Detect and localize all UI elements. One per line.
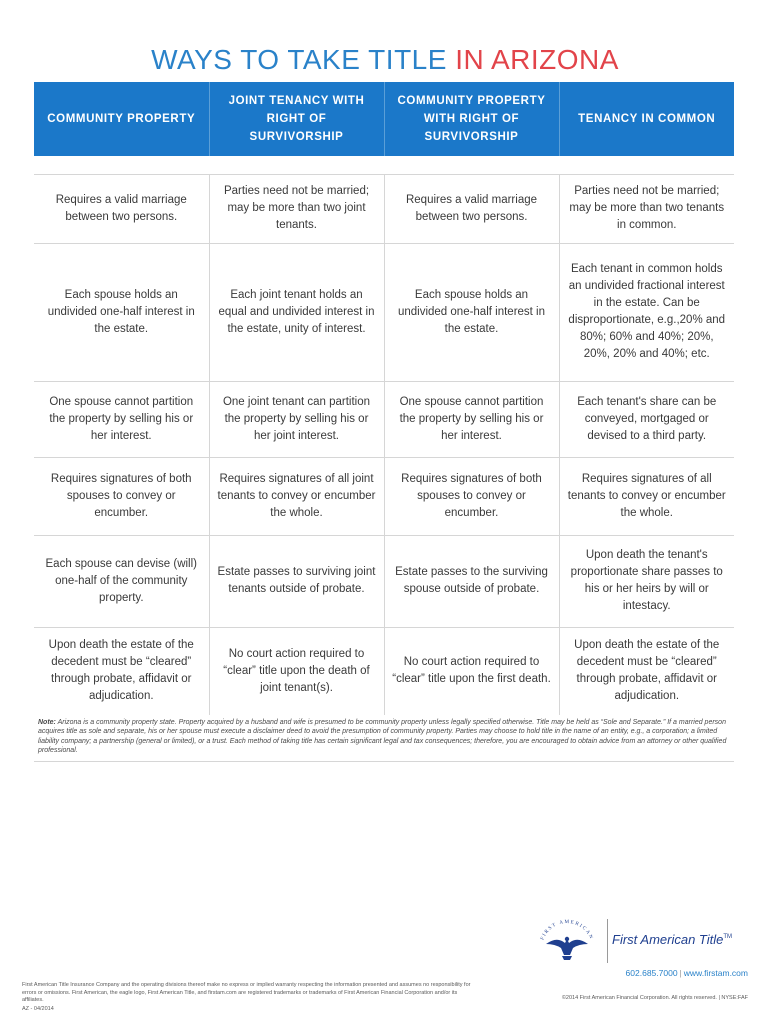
table-cell: Each tenant in common holds an undivided fractional interest in the estate. Can be disproportionate, e.g.,20% and 80%; 60% and 40%; 20%, 20%, 20% and 40%; etc. <box>559 243 734 381</box>
table-row <box>34 243 734 381</box>
title-part-red: IN ARIZONA <box>455 44 619 75</box>
website-link[interactable]: www.firstam.com <box>683 968 748 978</box>
table-row <box>34 174 734 243</box>
contact-line <box>626 968 748 978</box>
table-row <box>34 627 734 715</box>
table-cell: Parties need not be married; may be more than two joint tenants. <box>209 174 384 243</box>
copyright: ©2014 First American Financial Corporation. All rights reserved. | NYSE:FAF <box>561 995 748 1001</box>
phone-number: 602.685.7000 <box>625 968 678 978</box>
table-cell: Each spouse holds an undivided one-half interest in the estate. <box>34 243 209 381</box>
header-spacer <box>34 156 734 174</box>
brand-name <box>612 932 732 947</box>
note-text: Arizona is a community property state. Property acquired by a husband and wife is presumed to be community property unless legally specified otherwise. Title may be held as “Sole and Separate.” If a married person acquires title as sole and separate, his or her spouse must execute a disclaimer deed to avoid the presumption of community property. Parties may choose to hold title in the name of an entity, e.g., a corporation; a limited liability company; a partnership (general or limited), or a trust. Each method of taking title has certain significant legal and tax consequences; therefore, you are encouraged to obtain advice from an attorney or other qualified professional. <box>38 719 727 755</box>
divider <box>34 761 734 762</box>
table-cell: One spouse cannot partition the property by selling his or her interest. <box>34 381 209 457</box>
table-cell: Each spouse can devise (will) one-half of the community property. <box>34 535 209 627</box>
table-cell: Parties need not be married; may be more than two tenants in common. <box>559 174 734 243</box>
table-cell: One spouse cannot partition the property by selling his or her interest. <box>384 381 559 457</box>
table-cell: No court action required to “clear” title upon the death of joint tenant(s). <box>209 627 384 715</box>
title-methods-table <box>34 82 734 715</box>
table-cell: Requires signatures of all tenants to convey or encumber the whole. <box>559 457 734 535</box>
column-header: JOINT TENANCY WITH RIGHT OF SURVIVORSHIP <box>209 82 384 156</box>
table-cell: Estate passes to surviving joint tenants outside of probate. <box>209 535 384 627</box>
company-logo <box>520 916 750 966</box>
table-cell: Each tenant's share can be conveyed, mortgaged or devised to a third party. <box>559 381 734 457</box>
table-cell: Requires a valid marriage between two persons. <box>384 174 559 243</box>
brand-text: First American Title <box>612 932 724 947</box>
table-cell: Requires a valid marriage between two persons. <box>34 174 209 243</box>
table-row <box>34 381 734 457</box>
trademark-mark: TM <box>723 934 733 940</box>
table-cell: Each joint tenant holds an equal and undivided interest in the estate, unity of interest. <box>209 243 384 381</box>
table-row <box>34 535 734 627</box>
document-code: AZ - 04/2014 <box>22 1006 54 1012</box>
table-cell: Upon death the tenant's proportionate share passes to his or her heirs by will or intestacy. <box>559 535 734 627</box>
disclaimer: First American Title Insurance Company and the operating divisions thereof make no express or implied warranty respecting the information presented and assumes no responsibility for errors or omissions. First American, the eagle logo, First American Title, and firstam.com are registered trademarks or trademarks of First American Financial Corporation and/or its affiliates. <box>22 982 471 1003</box>
table-cell: Estate passes to the surviving spouse outside of probate. <box>384 535 559 627</box>
table-cell: No court action required to “clear” title upon the first death. <box>384 627 559 715</box>
note-paragraph <box>38 718 732 756</box>
table-row <box>34 457 734 535</box>
contact-separator: | <box>679 968 682 978</box>
table-cell: Upon death the estate of the decedent must be “cleared” through probate, affidavit or adjudication. <box>34 627 209 715</box>
table-cell: One joint tenant can partition the property by selling his or her joint interest. <box>209 381 384 457</box>
page-title <box>0 44 770 76</box>
column-header: TENANCY IN COMMON <box>559 82 734 156</box>
table-cell: Upon death the estate of the decedent must be “cleared” through probate, affidavit or adjudication. <box>559 627 734 715</box>
column-header: COMMUNITY PROPERTY <box>34 82 209 156</box>
column-header: COMMUNITY PROPERTY WITH RIGHT OF SURVIVORSHIP <box>384 82 559 156</box>
table-cell: Each spouse holds an undivided one-half interest in the estate. <box>384 243 559 381</box>
table-cell: Requires signatures of both spouses to convey or encumber. <box>34 457 209 535</box>
title-part-blue: WAYS TO TAKE TITLE <box>151 44 447 75</box>
table-cell: Requires signatures of both spouses to convey or encumber. <box>384 457 559 535</box>
logo-ring-text: FIRST AMERICAN <box>540 919 594 941</box>
table-cell: Requires signatures of all joint tenants to convey or encumber the whole. <box>209 457 384 535</box>
note-label: Note: <box>38 719 56 726</box>
header-row <box>34 82 734 156</box>
logo-divider <box>607 919 608 963</box>
eagle-icon <box>524 918 610 964</box>
